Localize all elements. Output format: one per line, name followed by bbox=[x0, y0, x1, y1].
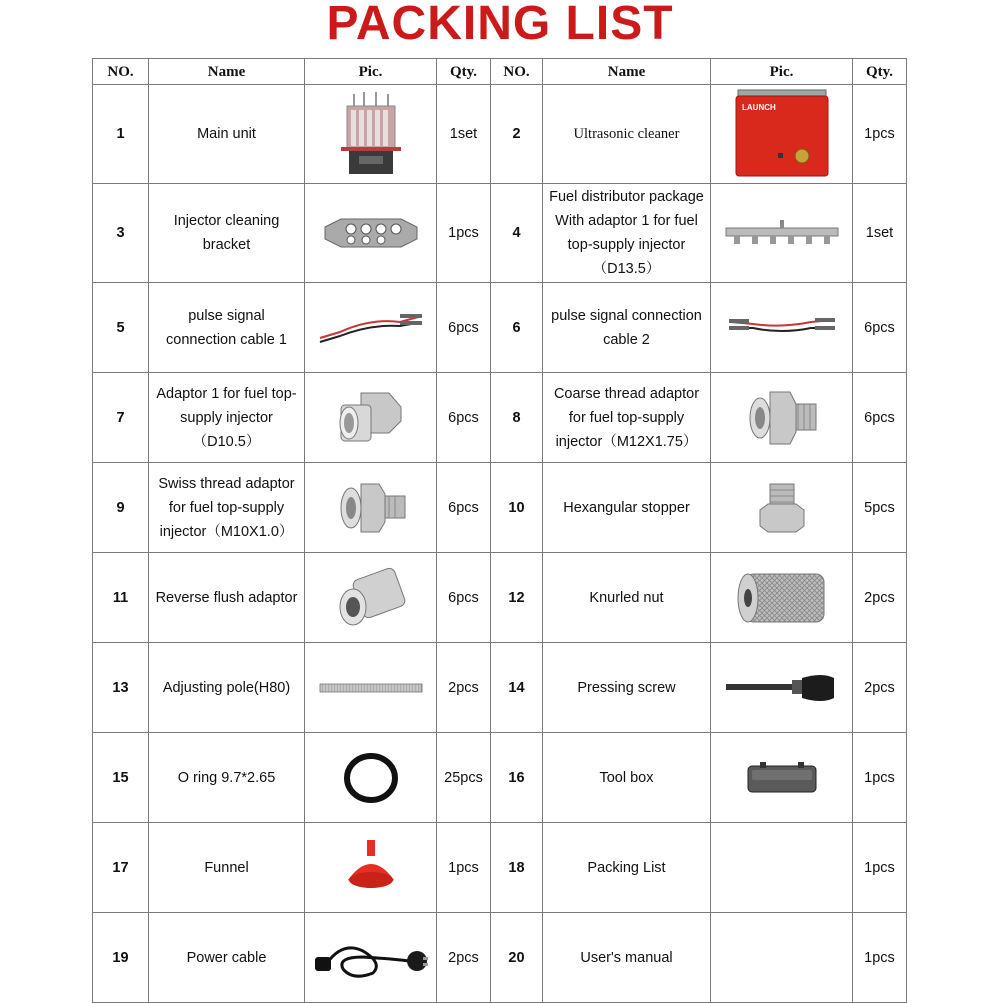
pole-icon bbox=[316, 678, 426, 698]
table-row bbox=[93, 823, 907, 913]
item-number: 3 bbox=[93, 184, 149, 283]
item-number: 5 bbox=[93, 283, 149, 373]
flush-adaptor-icon bbox=[331, 563, 411, 633]
item-picture bbox=[711, 913, 853, 1003]
item-number: 12 bbox=[491, 553, 543, 643]
item-name: Fuel distributor package With adaptor 1 for fuel top-supply injector（D13.5） bbox=[543, 184, 711, 283]
item-number: 18 bbox=[491, 823, 543, 913]
item-number: 11 bbox=[93, 553, 149, 643]
table-row bbox=[93, 85, 907, 184]
item-name: Funnel bbox=[149, 823, 305, 913]
cable-icon bbox=[727, 308, 837, 348]
item-picture bbox=[305, 913, 437, 1003]
item-name: Adjusting pole(H80) bbox=[149, 643, 305, 733]
item-number: 13 bbox=[93, 643, 149, 733]
item-qty: 6pcs bbox=[437, 283, 491, 373]
item-number: 4 bbox=[491, 184, 543, 283]
item-number: 20 bbox=[491, 913, 543, 1003]
table-row bbox=[93, 553, 907, 643]
item-name: Reverse flush adaptor bbox=[149, 553, 305, 643]
item-number: 8 bbox=[491, 373, 543, 463]
adaptor-icon bbox=[331, 383, 411, 453]
table-row bbox=[93, 184, 907, 283]
item-picture bbox=[305, 463, 437, 553]
item-name: O ring 9.7*2.65 bbox=[149, 733, 305, 823]
item-picture bbox=[305, 184, 437, 283]
item-picture bbox=[711, 823, 853, 913]
item-qty: 1set bbox=[437, 85, 491, 184]
item-picture bbox=[305, 553, 437, 643]
item-name: pulse signal connection cable 1 bbox=[149, 283, 305, 373]
header-no: NO. bbox=[491, 59, 543, 85]
item-name: Power cable bbox=[149, 913, 305, 1003]
item-picture bbox=[305, 823, 437, 913]
item-name: Tool box bbox=[543, 733, 711, 823]
item-name: Swiss thread adaptor for fuel top-supply injector（M10X1.0） bbox=[149, 463, 305, 553]
thread-adaptor-icon bbox=[331, 476, 411, 540]
item-qty: 6pcs bbox=[437, 463, 491, 553]
item-name: User's manual bbox=[543, 913, 711, 1003]
header-pic: Pic. bbox=[711, 59, 853, 85]
item-qty: 6pcs bbox=[853, 283, 907, 373]
item-name: Injector cleaning bracket bbox=[149, 184, 305, 283]
item-qty: 1pcs bbox=[853, 823, 907, 913]
table-row bbox=[93, 283, 907, 373]
item-name: Pressing screw bbox=[543, 643, 711, 733]
tool-box-icon bbox=[742, 758, 822, 798]
item-picture bbox=[711, 553, 853, 643]
header-pic: Pic. bbox=[305, 59, 437, 85]
table-row bbox=[93, 463, 907, 553]
item-qty: 2pcs bbox=[853, 643, 907, 733]
item-picture bbox=[711, 283, 853, 373]
table-row bbox=[93, 913, 907, 1003]
item-name: Packing List bbox=[543, 823, 711, 913]
pressing-screw-icon bbox=[722, 670, 842, 706]
header-qty: Qty. bbox=[437, 59, 491, 85]
o-ring-icon bbox=[338, 748, 404, 808]
header-name: Name bbox=[543, 59, 711, 85]
item-picture bbox=[711, 184, 853, 283]
item-qty: 6pcs bbox=[853, 373, 907, 463]
item-qty: 6pcs bbox=[437, 373, 491, 463]
item-number: 9 bbox=[93, 463, 149, 553]
item-qty: 5pcs bbox=[853, 463, 907, 553]
item-qty: 25pcs bbox=[437, 733, 491, 823]
item-qty: 1pcs bbox=[853, 85, 907, 184]
cable-icon bbox=[316, 308, 426, 348]
item-name: Adaptor 1 for fuel top-supply injector（D10.5） bbox=[149, 373, 305, 463]
item-qty: 1pcs bbox=[437, 823, 491, 913]
item-picture bbox=[711, 643, 853, 733]
item-number: 19 bbox=[93, 913, 149, 1003]
thread-adaptor-icon bbox=[742, 386, 822, 450]
power-cable-icon bbox=[313, 933, 429, 983]
item-name: pulse signal connection cable 2 bbox=[543, 283, 711, 373]
hex-stopper-icon bbox=[752, 478, 812, 538]
item-number: 16 bbox=[491, 733, 543, 823]
item-picture bbox=[305, 85, 437, 184]
item-number: 7 bbox=[93, 373, 149, 463]
item-qty: 6pcs bbox=[437, 553, 491, 643]
item-number: 1 bbox=[93, 85, 149, 184]
page-title: PACKING LIST bbox=[326, 0, 674, 50]
bracket-icon bbox=[321, 209, 421, 257]
item-qty: 1pcs bbox=[853, 733, 907, 823]
funnel-icon bbox=[338, 838, 404, 898]
item-picture bbox=[305, 283, 437, 373]
item-picture bbox=[711, 463, 853, 553]
knurled-nut-icon bbox=[732, 568, 832, 628]
item-picture bbox=[305, 373, 437, 463]
item-number: 14 bbox=[491, 643, 543, 733]
item-qty: 2pcs bbox=[853, 553, 907, 643]
item-qty: 1pcs bbox=[853, 913, 907, 1003]
ultrasonic-cleaner-icon bbox=[732, 88, 832, 180]
item-name: Hexangular stopper bbox=[543, 463, 711, 553]
header-qty: Qty. bbox=[853, 59, 907, 85]
header-row bbox=[93, 59, 907, 85]
main-unit-icon bbox=[341, 92, 401, 176]
item-name: Knurled nut bbox=[543, 553, 711, 643]
item-picture bbox=[305, 733, 437, 823]
item-qty: 1set bbox=[853, 184, 907, 283]
item-name: Main unit bbox=[149, 85, 305, 184]
item-picture bbox=[711, 85, 853, 184]
item-number: 6 bbox=[491, 283, 543, 373]
item-number: 10 bbox=[491, 463, 543, 553]
table-row bbox=[93, 373, 907, 463]
item-picture bbox=[711, 373, 853, 463]
item-number: 15 bbox=[93, 733, 149, 823]
item-qty: 2pcs bbox=[437, 643, 491, 733]
item-picture bbox=[305, 643, 437, 733]
item-picture bbox=[711, 733, 853, 823]
table-row bbox=[93, 733, 907, 823]
brand-logo: LAUNCH bbox=[741, 103, 776, 112]
packing-list-table bbox=[92, 58, 907, 1003]
item-number: 17 bbox=[93, 823, 149, 913]
item-number: 2 bbox=[491, 85, 543, 184]
item-qty: 2pcs bbox=[437, 913, 491, 1003]
item-name: Ultrasonic cleaner bbox=[543, 85, 711, 184]
fuel-distributor-icon bbox=[722, 218, 842, 248]
item-name: Coarse thread adaptor for fuel top-supply injector（M12X1.75） bbox=[543, 373, 711, 463]
header-name: Name bbox=[149, 59, 305, 85]
item-qty: 1pcs bbox=[437, 184, 491, 283]
table-row bbox=[93, 643, 907, 733]
header-no: NO. bbox=[93, 59, 149, 85]
